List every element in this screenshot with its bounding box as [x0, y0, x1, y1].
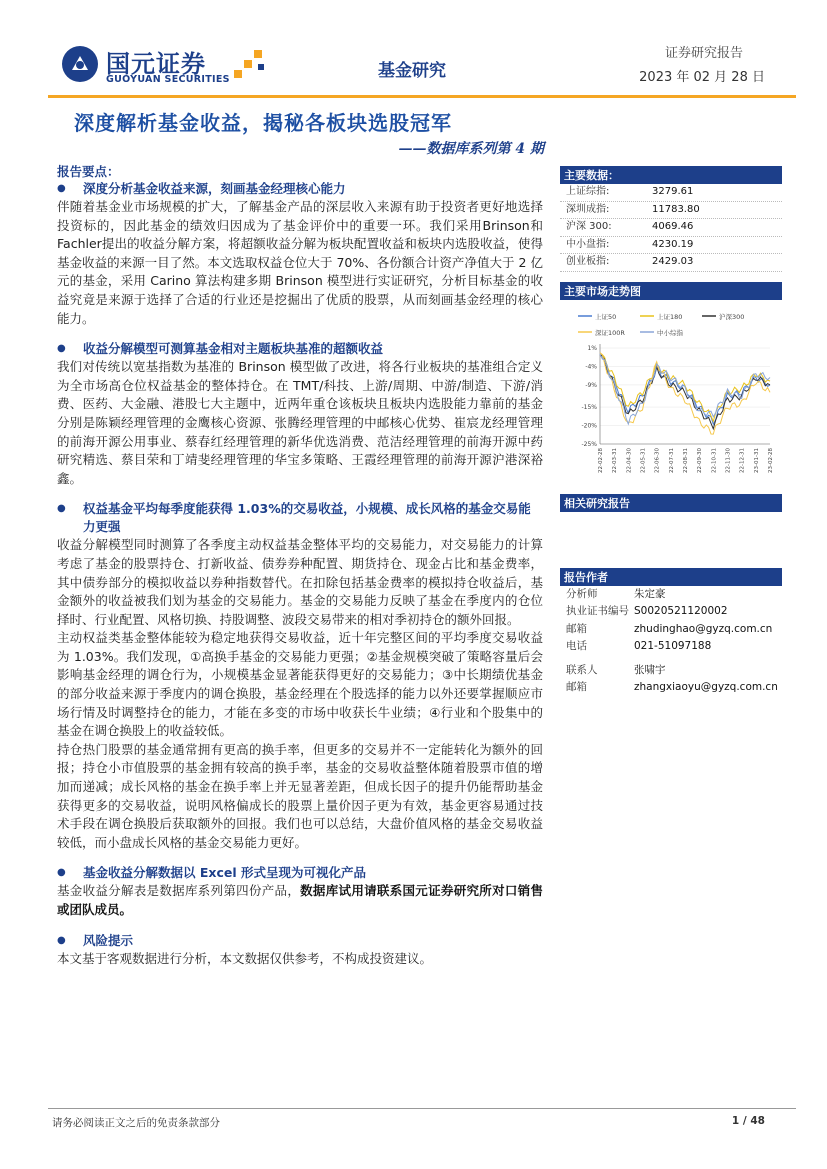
- author-key: 执业证书编号: [566, 605, 629, 617]
- legend-label: 上证180: [657, 312, 683, 321]
- company-logo: [60, 44, 320, 92]
- author-value: zhudinghao@gyzq.com.cn: [634, 622, 773, 635]
- footer-divider: [48, 1108, 796, 1109]
- main-data-key: 创业板指:: [566, 256, 610, 267]
- section-body-3b: 主动权益类基金整体能较为稳定地获得交易收益，近十年完整区间的平均季度交易收益为 1.03%。我们发现，①高换手基金的交易能力更强；②基金规模突破了策略容量后会影响基金经理的调仓行为，小规模基金显著能获得更好的交易能力；③中长期绩优基金的部分收益来源于季度内的调仓换股，基金经理在个股选择的能力以外还要掌握顺应市场行情及时调整持仓的能力，才能在多变的市场中收获长牛业绩；④行业和个股集中的基金在调仓换股上的收益较低。: [57, 630, 543, 739]
- author-value: 张啸宇: [634, 663, 666, 676]
- author-key: 分析师: [566, 587, 598, 600]
- section-body-2: 我们对传统以宽基指数为基准的 Brinson 模型做了改进，将各行业板块的基准组合定义为全市场高仓位权益基金的整体持仓。在 TMT/科技、上游/周期、中游/制造、下游/消费、医药、大金融、港股七大主题中，近两年重仓该板块且板块内选股能力靠前的基金分别是陈颖经理管理的金鹰核心资源、张腾经理管理的中邮核心优势、崔宸龙经理管理的前海开源公用事业、蔡春红经理管理的新华优选消费、范洁经理管理的前海开源中药研究精选、蔡目荣和丁靖斐经理管理的华宝多策略、王霞经理管理的前海开源沪港深裕鑫。: [57, 359, 543, 486]
- author-row: [560, 603, 782, 621]
- author-row: [560, 621, 782, 639]
- related-reports-title: 相关研究报告: [560, 494, 782, 512]
- author-value: 朱定豪: [634, 587, 666, 600]
- main-data-value: 3279.61: [652, 186, 694, 197]
- section-body-4-plain: 基金收益分解表是数据库系列第四份产品，: [57, 883, 301, 899]
- main-data-key: 沪深 300:: [566, 221, 612, 232]
- page-header: [0, 0, 827, 100]
- author-key: 电话: [566, 640, 587, 652]
- y-tick-label: -20%: [581, 422, 597, 430]
- logo-mark-icon: [60, 44, 100, 84]
- section-body-4: [57, 882, 543, 919]
- x-tick-label: 22-03-31: [612, 447, 619, 473]
- author-value: zhangxiaoyu@gyzq.com.cn: [634, 681, 778, 693]
- main-content: [57, 163, 543, 968]
- report-subtitle: ——数据库系列第 4 期: [398, 141, 544, 157]
- header-category: 基金研究: [378, 61, 446, 81]
- x-tick-label: 23-02-28: [768, 447, 774, 473]
- x-tick-label: 22-06-30: [654, 447, 661, 473]
- page-number: 1 / 48: [731, 1115, 765, 1127]
- legend-label: 上证50: [595, 312, 617, 321]
- x-tick-label: 22-02-28: [598, 447, 604, 473]
- y-tick-label: 1%: [587, 344, 597, 352]
- y-tick-label: -15%: [581, 403, 597, 411]
- section-body-3a: 收益分解模型同时测算了各季度主动权益基金整体平均的交易能力，对交易能力的计算考虑了基金的股票持仓、打新收益、债券券种配置、期货持仓、现金占比和基金费率，其中债券部分的模拟收益以券种指数替代。在扣除包括基金费率的模拟持仓收益后，基金额外的收益被我们划为基金的交易能力。基金的交易能力反映了基金在季度内的仓位择时、行业配置、风格切换、持股调整、波段交易带来的相对季初持仓的额外回报。: [57, 537, 543, 627]
- author-value: 021-51097188: [634, 640, 712, 652]
- section-heading-2: ● 收益分解模型可测算基金相对主题板块基准的超额收益: [57, 340, 543, 358]
- main-data-value: 11783.80: [652, 203, 700, 215]
- x-tick-label: 23-01-31: [753, 447, 760, 473]
- main-data-row: [560, 237, 782, 255]
- report-title: 深度解析基金收益，揭秘各板块选股冠军: [74, 111, 452, 135]
- author-title: 报告作者: [560, 568, 782, 586]
- x-tick-label: 22-12-31: [739, 447, 746, 473]
- main-data-value: 2429.03: [652, 256, 694, 267]
- y-tick-label: -25%: [581, 440, 597, 448]
- author-key: 邮箱: [566, 681, 587, 693]
- section-body-3c: 持仓热门股票的基金通常拥有更高的换手率，但更多的交易并不一定能转化为额外的回报；持仓小市值股票的基金拥有较高的换手率，基金的交易收益整体随着股票市值的增加而递减；成长风格的基金在换手率上并无显著差距，但成长因子的提升仍能帮助基金获得更多的交易收益，说明风格偏成长的股票上量价因子更为有效，基金更容易通过技术手段在调仓换股后获取额外的回报。我们也可以总结，大盘价值风格的基金交易收益较低，而小盘成长风格的基金交易能力更好。: [57, 741, 543, 850]
- main-data-key: 深圳成指:: [566, 203, 610, 215]
- x-tick-label: 22-08-31: [683, 447, 689, 473]
- logo-text-cn: 国元证券: [106, 50, 206, 78]
- author-list: [560, 586, 782, 697]
- section-heading-3: ● 权益基金平均每季度能获得 1.03%的交易收益，小规模、成长风格的基金交易能力更强: [57, 500, 543, 536]
- main-data-value: 4230.19: [652, 238, 694, 250]
- logo-text-en: GUOYUAN SECURITIES: [106, 74, 230, 85]
- report-type: 证券研究报告: [664, 46, 743, 61]
- author-row: [560, 638, 782, 656]
- legend-label: 深证100R: [595, 328, 625, 337]
- y-tick-label: -4%: [585, 362, 597, 370]
- header-divider: [48, 95, 796, 98]
- main-data-list: [560, 184, 782, 272]
- author-key: 联系人: [566, 663, 598, 676]
- section-heading-4: ● 基金收益分解数据以 Excel 形式呈现为可视化产品: [57, 864, 543, 882]
- main-data-key: 中小盘指:: [566, 238, 610, 250]
- x-tick-label: 22-05-31: [640, 447, 647, 473]
- footer-disclaimer: 请务必阅读正文之后的免责条款部分: [52, 1117, 220, 1129]
- section-body-4-bold: 数据库试用请联系国元证券研究所对口销售或团队成员。: [57, 883, 543, 917]
- main-data-row: [560, 202, 782, 220]
- main-data-key: 上证综指:: [566, 186, 610, 197]
- x-tick-label: 22-11-30: [725, 447, 732, 473]
- section-body-5: 本文基于客观数据进行分析，本文数据仅供参考，不构成投资建议。: [57, 950, 433, 966]
- logo-squares-icon: [232, 50, 268, 84]
- main-data-row: [560, 219, 782, 237]
- section-heading-5: ● 风险提示: [57, 932, 543, 950]
- sidebar: [560, 166, 782, 697]
- author-value: S0020521120002: [634, 605, 728, 617]
- legend-label: 中小综指: [657, 328, 683, 337]
- y-tick-label: -9%: [585, 381, 597, 389]
- section-heading-1: ● 深度分析基金收益来源，刻画基金经理核心能力: [57, 180, 543, 198]
- author-row: [560, 662, 782, 680]
- chart-title: 主要市场走势图: [560, 282, 782, 300]
- series-line: [600, 354, 770, 424]
- x-tick-label: 22-07-31: [668, 447, 675, 473]
- main-data-title: 主要数据：: [560, 166, 782, 184]
- key-points-heading: 报告要点：: [57, 164, 120, 179]
- main-data-value: 4069.46: [652, 221, 694, 232]
- section-body-1: 伴随着基金业市场规模的扩大，了解基金产品的深层收入来源有助于投资者更好地选择投资标的，因此基金的绩效归因成为了基金评价中的重要一环。我们采用Brinson和Fachler提出的收益分解方案，将超额收益分解为板块配置收益和板块内选股收益，使得基金收益的来源一目了然。本文选取权益仓位大于 70%、各份额合计资产净值大于 2 亿元的基金，采用 Carino 算法构建多期 Brinson 模型进行实证研究，分析目标基金的收益究竟是来源于选择了合适的行业还是挖掘出了优质的股票，从而刻画基金经理的核心能力。: [57, 199, 543, 326]
- author-row: [560, 586, 782, 604]
- main-data-row: [560, 184, 782, 202]
- market-trend-chart: [560, 306, 782, 484]
- market-trend-svg: [560, 306, 782, 484]
- x-tick-label: 22-09-30: [697, 447, 704, 473]
- main-data-row: [560, 254, 782, 272]
- author-row: [560, 679, 782, 697]
- author-key: 邮箱: [566, 622, 587, 635]
- report-date: 2023 年 02 月 28 日: [639, 70, 765, 85]
- x-tick-label: 22-04-30: [626, 447, 633, 473]
- x-tick-label: 22-10-31: [711, 447, 718, 473]
- legend-label: 沪深300: [719, 312, 745, 321]
